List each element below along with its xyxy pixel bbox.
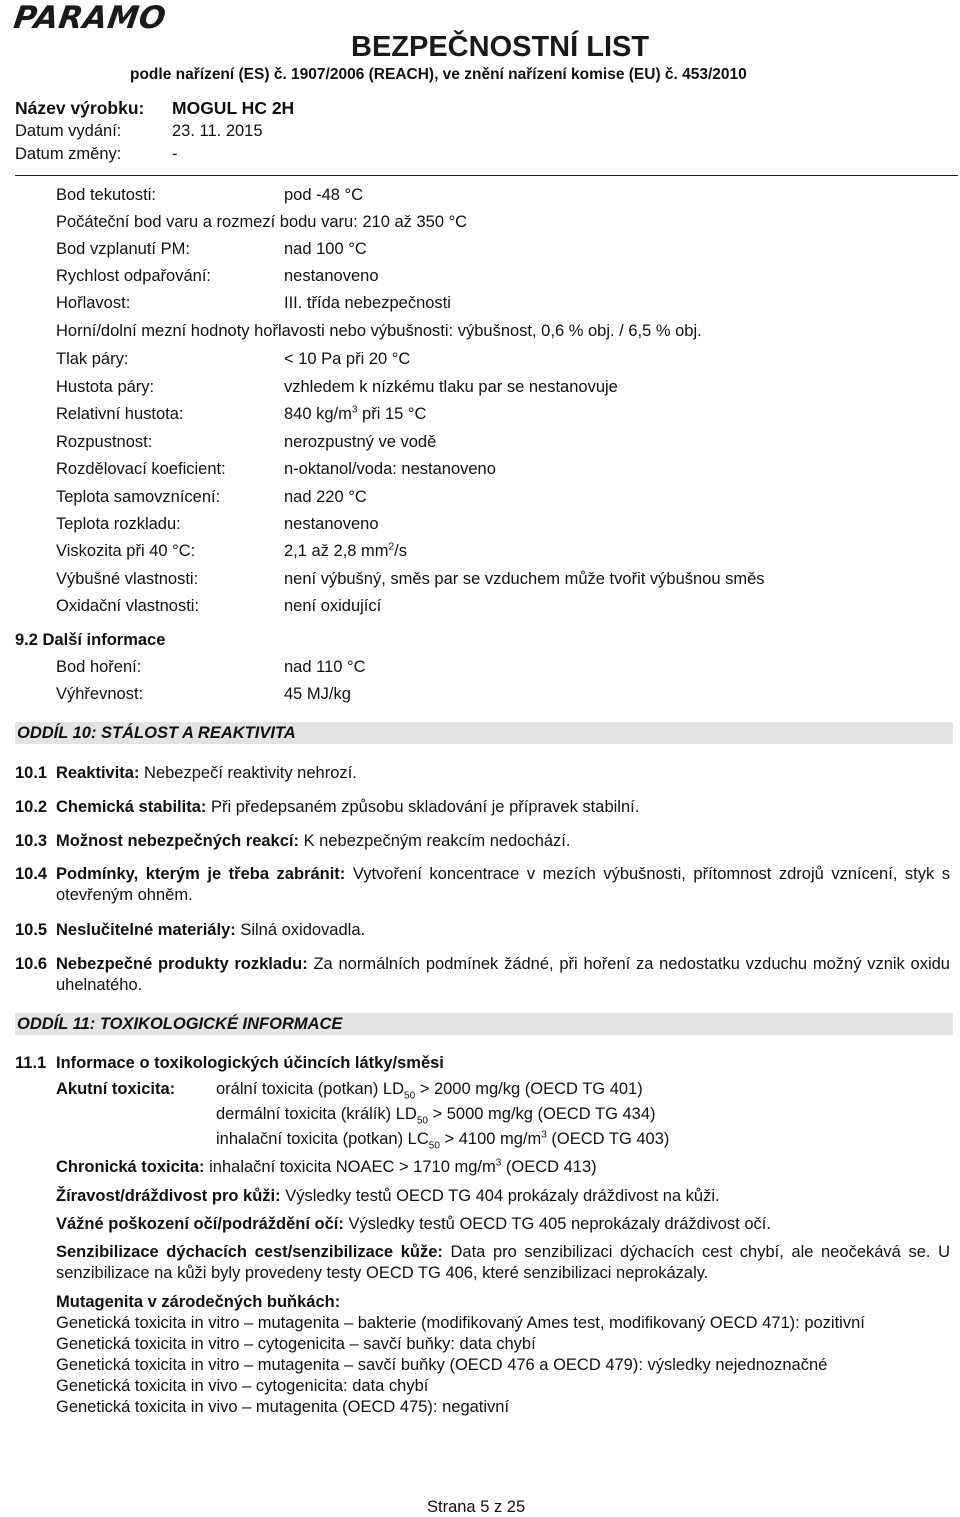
superscript: 3 [351, 404, 358, 416]
property-value: n-oktanol/voda: nestanoveno [284, 460, 496, 478]
property-label: Bod tekutosti: [56, 186, 156, 204]
property-row [56, 350, 410, 369]
section-9-2-heading: 9.2 Další informace [15, 631, 166, 649]
property-label: Horní/dolní mezní hodnoty hořlavosti nebo výbušnosti: výbušnost, 0,6 % obj. / 6,5 % obj. [56, 322, 702, 340]
issue-date-label: Datum vydání: [15, 122, 122, 140]
section-10-4 [15, 864, 950, 906]
property-row [56, 542, 407, 561]
issue-date-value: 23. 11. 2015 [172, 122, 263, 140]
property-label: Teplota rozkladu: [56, 515, 181, 533]
property-label: Oxidační vlastnosti: [56, 597, 200, 615]
skin-corrosion-row: Žíravost/dráždivost pro kůži: Výsledky testů OECD TG 404 prokázaly dráždivost na kůži. [56, 1187, 720, 1205]
item-number: 10.4 [15, 865, 48, 883]
property-value: pod -48 °C [284, 186, 364, 204]
acute-toxicity-row [56, 1080, 643, 1102]
property-row [56, 186, 363, 205]
section-10-header [15, 722, 953, 744]
regulation-line: podle nařízení (ES) č. 1907/2006 (REACH), ve znění nařízení komise (EU) č. 453/2010 [130, 66, 747, 83]
item-text: Za normálních podmínek žádné, při hoření za nedostatku vzduchu možný vznik oxidu uhelnatého. [56, 955, 950, 994]
property-row [56, 460, 496, 479]
change-date-row [15, 145, 178, 164]
property-value: 840 kg/m [284, 405, 352, 423]
product-name-value: MOGUL HC 2H [172, 98, 295, 118]
property-label: Rychlost odpařování: [56, 267, 212, 285]
property-label: Tlak páry: [56, 350, 129, 368]
property-row [56, 515, 379, 534]
acute-toxicity-label: Akutní toxicita: [56, 1080, 176, 1098]
item-text: Nebezpečí reaktivity nehrozí. [139, 764, 357, 782]
property-value: 45 MJ/kg [284, 685, 351, 703]
section-10-2 [15, 797, 950, 818]
item-heading: Neslučitelné materiály: [56, 921, 236, 939]
superscript: 2 [388, 541, 395, 553]
acute-line: dermální toxicita (králík) $LD_{50} > 5000$ mg/kg (OECD TG 434) [216, 1105, 656, 1127]
property-value: nad 110 °C [284, 658, 366, 676]
property-label: Bod hoření: [56, 658, 142, 676]
property-label: Hořlavost: [56, 294, 131, 312]
item-number: 10.6 [15, 955, 48, 973]
product-name-label: Název výrobku: [15, 98, 145, 118]
item-number: 10.2 [15, 798, 48, 816]
property-row [56, 658, 366, 677]
issue-date-row [15, 122, 263, 141]
property-label: Rozdělovací koeficient: [56, 460, 226, 478]
chronic-toxicity-label: Chronická toxicita: [56, 1158, 205, 1176]
item-number: 11.1 [15, 1054, 47, 1072]
sensitisation-block: Senzibilizace dýchacích cest/senzibilizace kůže: Data pro senzibilizaci dýchacích cest chybí, ale neočekává se. U senzibilizace na kůži byly provedeny testy OECD TG 406, které senzibilizaci neprokázaly. [56, 1243, 950, 1282]
section-10-5 [15, 920, 950, 941]
mutagenicity-line: Genetická toxicita in vivo – cytogenicita: data chybí [56, 1377, 429, 1395]
property-row [56, 405, 426, 424]
property-row [56, 433, 436, 452]
property-row [56, 570, 765, 589]
section-11-header [15, 1013, 953, 1035]
property-label: Teplota samovznícení: [56, 488, 221, 506]
item-heading: Reaktivita: [56, 764, 140, 782]
chronic-toxicity-row: Chronická toxicita: inhalační toxicita NOAEC > 1710 $mg/m^3$ (OECD 413) [56, 1157, 597, 1176]
property-value: není výbušný, směs par se vzduchem může tvořit výbušnou směs [284, 570, 765, 588]
eye-damage-label: Vážné poškození očí/podráždění očí: [56, 1215, 344, 1233]
page-number: Strana 5 z 25 [427, 1498, 526, 1516]
property-value: nestanoveno [284, 515, 379, 533]
property-label: Relativní hustota: [56, 405, 184, 423]
mutagenicity-line: Genetická toxicita in vitro – cytogenicita – savčí buňky: data chybí [56, 1335, 536, 1353]
document-title: BEZPEČNOSTNÍ LIST [351, 31, 650, 63]
property-label: Hustota páry: [56, 378, 155, 396]
property-value: nestanoveno [284, 267, 379, 285]
property-value-unit: /s [394, 542, 407, 560]
property-row [56, 378, 618, 397]
property-value: nad 100 °C [284, 240, 367, 258]
section-10-1 [15, 763, 950, 784]
property-label: Rozpustnost: [56, 433, 153, 451]
mutagenicity-label: Mutagenita v zárodečných buňkách: [56, 1293, 341, 1311]
change-date-value: - [172, 145, 178, 163]
property-value: III. třída nebezpečnosti [284, 294, 451, 312]
property-value: vzhledem k nízkému tlaku par se nestanovuje [284, 378, 618, 396]
eye-damage-row: Vážné poškození očí/podráždění očí: Výsledky testů OECD TG 405 neprokázaly dráždivost očí. [56, 1215, 771, 1233]
item-heading: Informace o toxikologických účincích látky/směsi [56, 1054, 444, 1072]
header-divider [15, 175, 958, 176]
mutagenicity-line: Genetická toxicita in vitro – mutagenita – bakterie (modifikovaný Ames test, modifikovaný OECD 471): pozitivní [56, 1314, 865, 1332]
item-number: 10.3 [15, 832, 48, 850]
property-row [56, 597, 381, 616]
section-10-6 [15, 954, 950, 996]
item-text: Vytvoření koncentrace v mezích výbušnosti, přítomnost zdrojů vznícení, styk s otevřeným ohněm. [56, 865, 950, 904]
mutagenicity-line: Genetická toxicita in vivo – mutagenita (OECD 475): negativní [56, 1398, 510, 1416]
property-label: Výhřevnost: [56, 685, 144, 703]
property-label: Bod vzplanutí PM: [56, 240, 190, 258]
item-heading: Chemická stabilita: [56, 798, 207, 816]
property-value-unit: při 15 °C [357, 405, 427, 423]
section-11-1 [15, 1053, 950, 1074]
sensitisation-label: Senzibilizace dýchacích cest/senzibilizace kůže: [56, 1243, 443, 1261]
property-row [56, 294, 451, 313]
property-value: 2,1 až 2,8 mm [284, 542, 389, 560]
property-value: < 10 Pa při 20 °C [284, 350, 411, 368]
paramo-logo: PARAMO [11, 0, 169, 36]
item-text: Při předepsaném způsobu skladování je přípravek stabilní. [206, 798, 640, 816]
section-10-title: ODDÍL 10: STÁLOST A REAKTIVITA [17, 724, 296, 742]
property-value: nerozpustný ve vodě [284, 433, 437, 451]
property-label: Výbušné vlastnosti: [56, 570, 199, 588]
item-heading: Nebezpečné produkty rozkladu: [56, 955, 308, 973]
property-row [56, 488, 367, 507]
property-row [56, 267, 379, 286]
property-row [56, 213, 467, 232]
item-text: Silná oxidovadla. [235, 921, 366, 939]
mutagenicity-block [56, 1292, 950, 1418]
skin-corrosion-label: Žíravost/dráždivost pro kůži: [56, 1187, 281, 1205]
item-heading: Podmínky, kterým je třeba zabránit: [56, 865, 346, 883]
acute-line: orální toxicita (potkan) $LD_{50} > 2000$ mg/kg (OECD TG 401) [216, 1080, 643, 1102]
item-heading: Možnost nebezpečných reakcí: [56, 832, 299, 850]
item-number: 10.5 [15, 921, 48, 939]
mutagenicity-line: Genetická toxicita in vitro – mutagenita – savčí buňky (OECD 476 a OECD 479): výsledky nejednoznačné [56, 1356, 828, 1374]
property-row [56, 240, 367, 259]
property-row [56, 685, 351, 704]
change-date-label: Datum změny: [15, 145, 122, 163]
acute-line: inhalační toxicita (potkan) $LC_{50} > 4100$ $mg/m^3$ (OECD TG 403) [216, 1129, 670, 1152]
product-name-row [15, 98, 294, 119]
item-text: K nebezpečným reakcím nedochází. [298, 832, 571, 850]
section-11-title: ODDÍL 11: TOXIKOLOGICKÉ INFORMACE [17, 1015, 343, 1033]
property-value: není oxidující [284, 597, 382, 615]
property-label: Viskozita při 40 °C: [56, 542, 196, 560]
property-label: Počáteční bod varu a rozmezí bodu varu: 210 až 350 °C [56, 213, 468, 231]
property-value: nad 220 °C [284, 488, 367, 506]
section-10-3 [15, 831, 950, 852]
property-row [56, 322, 702, 341]
item-number: 10.1 [15, 764, 48, 782]
